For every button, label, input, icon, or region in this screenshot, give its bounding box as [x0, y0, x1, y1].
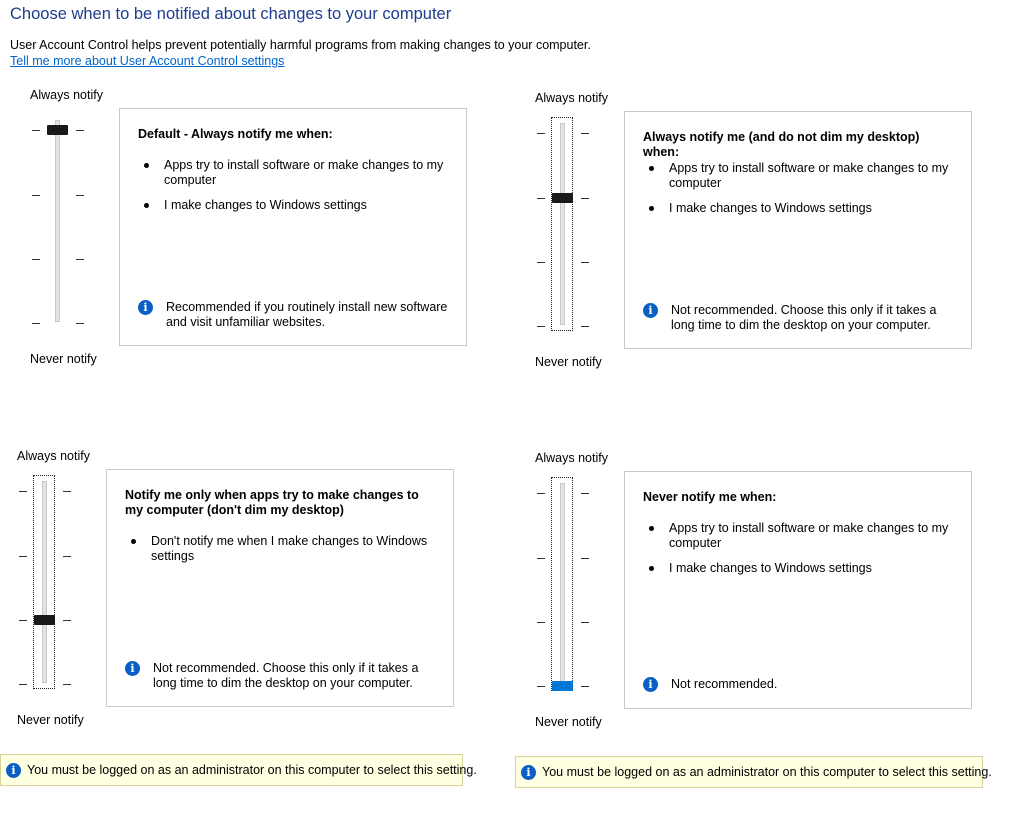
uac-panel-no-dim — [515, 91, 1015, 391]
slider-tick — [581, 558, 589, 559]
description-title: Default - Always notify me when: — [138, 127, 333, 141]
uac-slider[interactable] — [535, 475, 591, 695]
admin-notice-text: You must be logged on as an administrator on this computer to select this setting. — [27, 763, 477, 777]
slider-thumb[interactable] — [47, 125, 68, 135]
description-box — [624, 471, 972, 709]
admin-notice — [0, 754, 477, 786]
slider-tick — [76, 323, 84, 324]
description-bullets — [643, 161, 963, 226]
description-box — [119, 108, 467, 346]
slider-tick — [63, 684, 71, 685]
slider-bottom-label: Never notify — [535, 355, 602, 369]
learn-more-link[interactable]: Tell me more about User Account Control settings — [10, 54, 285, 68]
slider-tick — [76, 195, 84, 196]
slider-track[interactable] — [560, 123, 565, 325]
description-bullets — [125, 534, 445, 574]
slider-tick — [537, 558, 545, 559]
intro-text: User Account Control helps prevent potentially harmful programs from making changes to your computer. — [10, 38, 591, 52]
uac-slider[interactable] — [30, 112, 86, 332]
slider-tick — [537, 686, 545, 687]
slider-tick — [537, 622, 545, 623]
info-icon: i — [521, 765, 536, 780]
bullet-item: I make changes to Windows settings — [643, 561, 963, 576]
bullet-item: Don't notify me when I make changes to Windows settings — [125, 534, 445, 564]
info-icon: i — [643, 677, 658, 692]
slider-thumb[interactable] — [34, 615, 55, 625]
bullet-item: Apps try to install software or make changes to my computer — [138, 158, 458, 188]
slider-tick — [581, 198, 589, 199]
slider-tick — [32, 195, 40, 196]
recommendation-text: Not recommended. — [671, 677, 778, 691]
bullet-item: I make changes to Windows settings — [138, 198, 458, 213]
recommendation — [138, 300, 458, 330]
slider-top-label: Always notify — [535, 451, 608, 465]
slider-tick — [63, 620, 71, 621]
admin-notice-text: You must be logged on as an administrator on this computer to select this setting. — [542, 765, 992, 779]
description-title: Always notify me (and do not dim my desktop) when: — [643, 130, 920, 159]
slider-bottom-label: Never notify — [30, 352, 97, 366]
slider-top-label: Always notify — [535, 91, 608, 105]
slider-tick — [537, 326, 545, 327]
info-icon: i — [125, 661, 140, 676]
slider-tick — [63, 491, 71, 492]
description-bullets — [643, 521, 963, 586]
slider-tick — [63, 556, 71, 557]
recommendation — [643, 677, 963, 692]
slider-tick — [581, 686, 589, 687]
slider-bottom-label: Never notify — [17, 713, 84, 727]
slider-tick — [76, 130, 84, 131]
slider-tick — [581, 262, 589, 263]
slider-bottom-label: Never notify — [535, 715, 602, 729]
slider-tick — [19, 620, 27, 621]
slider-top-label: Always notify — [30, 88, 103, 102]
slider-track[interactable] — [560, 483, 565, 685]
recommendation-text: Not recommended. Choose this only if it takes a long time to dim the desktop on your computer. — [671, 303, 937, 332]
info-icon: i — [6, 763, 21, 778]
admin-notice — [515, 756, 992, 788]
slider-top-label: Always notify — [17, 449, 90, 463]
recommendation — [643, 303, 963, 333]
slider-tick — [581, 133, 589, 134]
slider-tick — [537, 262, 545, 263]
bullet-item: I make changes to Windows settings — [643, 201, 963, 216]
recommendation-text: Not recommended. Choose this only if it takes a long time to dim the desktop on your computer. — [153, 661, 419, 690]
description-box — [624, 111, 972, 349]
slider-tick — [581, 326, 589, 327]
slider-tick — [32, 323, 40, 324]
slider-tick — [581, 622, 589, 623]
page-title: Choose when to be notified about changes to your computer — [10, 5, 452, 23]
slider-track[interactable] — [55, 120, 60, 322]
uac-panel-default — [10, 88, 510, 388]
slider-thumb[interactable] — [552, 681, 573, 691]
slider-tick — [19, 684, 27, 685]
uac-panel-never — [515, 451, 1015, 751]
bullet-item: Apps try to install software or make changes to my computer — [643, 161, 963, 191]
slider-tick — [537, 133, 545, 134]
slider-tick — [76, 259, 84, 260]
description-title: Notify me only when apps try to make changes to my computer (don't dim my desktop) — [125, 488, 419, 517]
slider-tick — [19, 556, 27, 557]
slider-tick — [32, 259, 40, 260]
slider-track[interactable] — [42, 481, 47, 683]
uac-slider[interactable] — [17, 473, 73, 693]
recommendation — [125, 661, 445, 691]
slider-thumb[interactable] — [552, 193, 573, 203]
slider-tick — [581, 493, 589, 494]
uac-slider[interactable] — [535, 115, 591, 335]
recommendation-text: Recommended if you routinely install new software and visit unfamiliar websites. — [166, 300, 448, 329]
slider-tick — [537, 198, 545, 199]
slider-tick — [32, 130, 40, 131]
description-bullets — [138, 158, 458, 223]
bullet-item: Apps try to install software or make changes to my computer — [643, 521, 963, 551]
info-icon: i — [138, 300, 153, 315]
description-title: Never notify me when: — [643, 490, 777, 504]
uac-panel-apps-only — [0, 449, 497, 749]
slider-tick — [19, 491, 27, 492]
slider-tick — [537, 493, 545, 494]
description-box — [106, 469, 454, 707]
info-icon: i — [643, 303, 658, 318]
